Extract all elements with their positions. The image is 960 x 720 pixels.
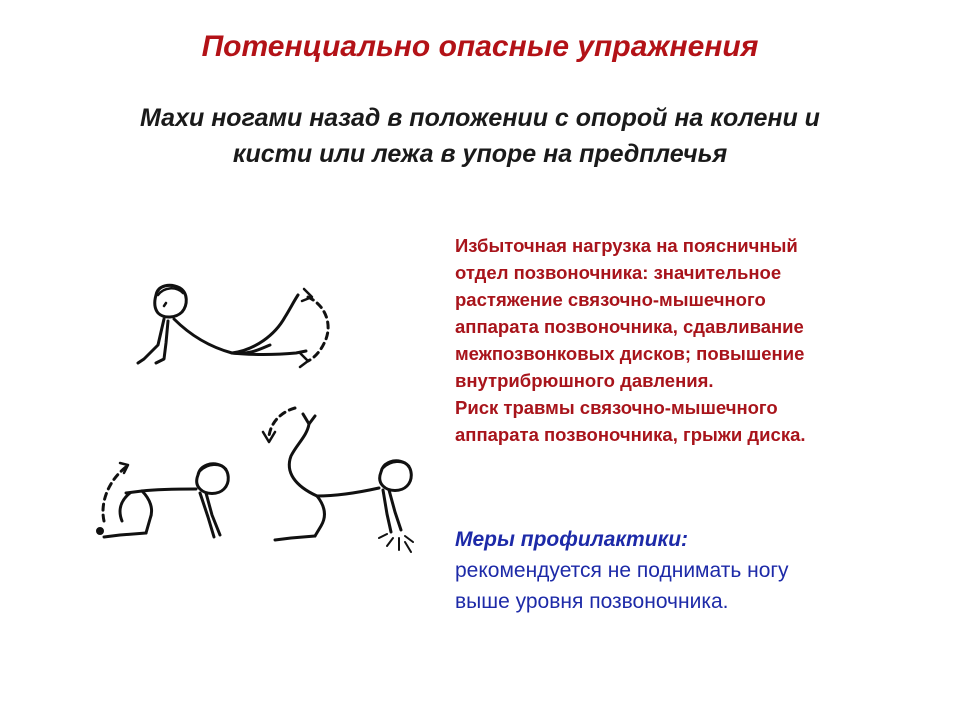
risk-description [455, 232, 925, 448]
risk-line: отдел позвоночника: значительное [455, 262, 782, 283]
figure-shin [275, 536, 315, 540]
figure-body [174, 319, 270, 353]
figure-leg-raised [232, 295, 298, 353]
prevention-line: выше уровня позвоночника. [455, 590, 729, 613]
motion-arc-dashed [103, 467, 126, 521]
risk-line: аппарата позвоночника, грыжи диска. [455, 424, 806, 445]
figure-forearm-leg-swing [120, 275, 350, 375]
figure-back [126, 489, 196, 493]
risk-line: межпозвонковых дисков; повышение [455, 343, 805, 364]
figure-thigh [142, 491, 152, 533]
risk-line: Риск травмы связочно-мышечного [455, 397, 778, 418]
figure-kneeling-leg-high [255, 402, 440, 562]
figure-shin [104, 533, 146, 537]
prevention-block [455, 524, 925, 617]
figure-raised-leg [120, 493, 130, 521]
figure-back [317, 488, 379, 496]
figure-hair [158, 288, 183, 306]
risk-line: аппарата позвоночника, сдавливание [455, 316, 804, 337]
motion-dot [98, 529, 103, 534]
risk-line: растяжение связочно-мышечного [455, 289, 766, 310]
figure-thigh [315, 496, 324, 536]
figure-raised-leg [289, 416, 317, 496]
risk-line: внутрибрюшного давления. [455, 370, 714, 391]
prevention-title: Меры профилактики: [455, 528, 689, 551]
figure-kneeling-leg-safe [70, 455, 250, 555]
prevention-line: рекомендуется не поднимать ногу [455, 559, 789, 582]
impact-marks [379, 534, 413, 552]
figure-arm [138, 319, 164, 363]
slide-title: Потенциально опасные упражнения [201, 30, 759, 63]
risk-line: Избыточная нагрузка на поясничный [455, 235, 798, 256]
motion-arc-dashed [308, 297, 328, 361]
figure-arm-2 [389, 490, 401, 530]
motion-arc-dashed [269, 408, 295, 436]
figure-head [155, 285, 187, 317]
figure-foot [303, 414, 309, 424]
motion-arrowhead-bottom [300, 353, 308, 367]
exercise-heading-line-1: Махи ногами назад в положении с опорой на колени и [140, 104, 820, 132]
exercise-heading-line-2: кисти или лежа в упоре на предплечья [232, 140, 728, 168]
exercise-heading [40, 100, 920, 172]
